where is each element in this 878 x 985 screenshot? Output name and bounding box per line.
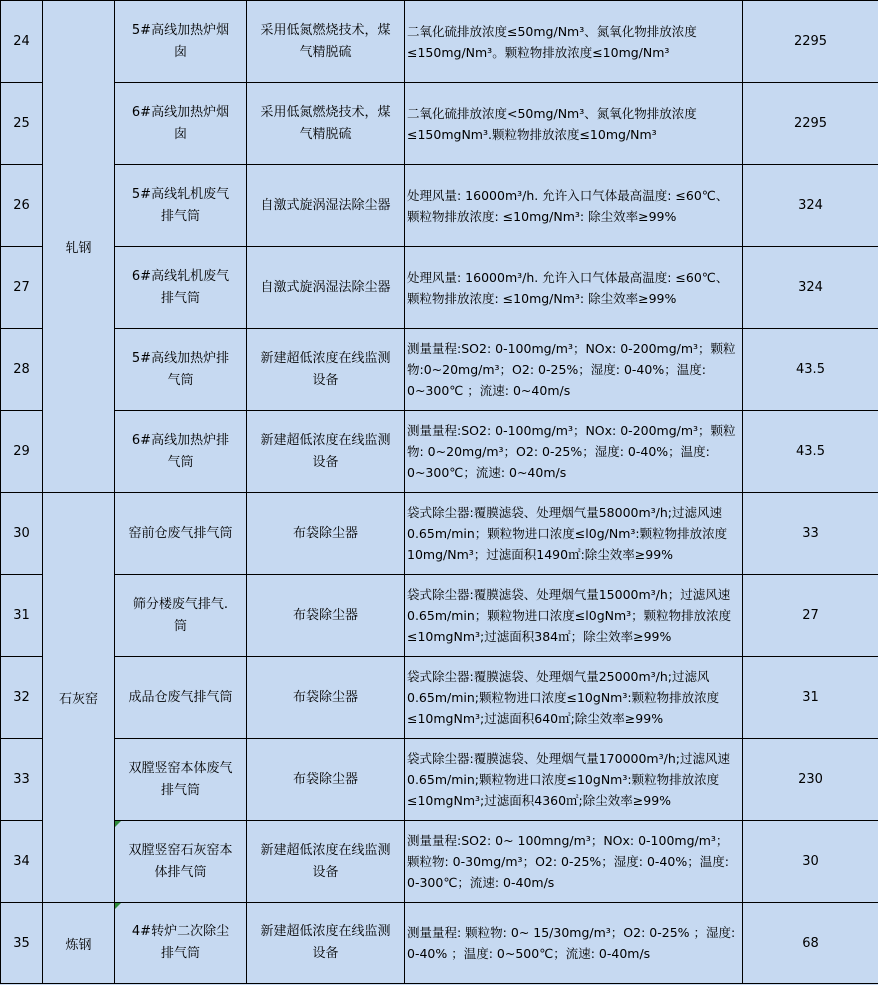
- spec-text: 测量量程: 颗粒物: 0~ 15/30mg/m³；O2: 0-25% ；湿度: 0-40% ；温度: 0~500℃；流速: 0-40m/s: [405, 903, 743, 984]
- row-number: 35: [1, 903, 43, 984]
- stack-name: 6#高线轧机废气排气筒: [115, 247, 247, 329]
- stack-name: 成品仓废气排气筒: [115, 657, 247, 739]
- row-number: 30: [1, 493, 43, 575]
- spec-text: 袋式除尘器:覆膜滤袋、处理烟气量170000m³/h;过滤风速0.65m/min;颗粒物进口浓度≤10gNm³:颗粒物排放浓度≤10mgNm³;过滤面积4360㎡;除尘效率≥99%: [405, 739, 743, 821]
- value-cell: 27: [743, 575, 878, 657]
- comment-marker-icon: [115, 903, 121, 909]
- control-measure: 新建超低浓度在线监测设备: [247, 329, 405, 411]
- value-cell: 30: [743, 821, 878, 903]
- value-cell: 2295: [743, 1, 878, 83]
- value-cell: 324: [743, 165, 878, 247]
- value-cell: 324: [743, 247, 878, 329]
- row-number: 34: [1, 821, 43, 903]
- spec-text: 袋式除尘器:覆膜滤袋、处理烟气量25000m³/h;过滤风0.65m/min;颗粒物进口浓度≤10gNm³:颗粒物排放浓度≤10mgNm³;过滤面积640㎡;除尘效率≥99%: [405, 657, 743, 739]
- stack-name: 5#高线加热炉排气筒: [115, 329, 247, 411]
- value-cell: 68: [743, 903, 878, 984]
- row-number: 32: [1, 657, 43, 739]
- spec-text: 袋式除尘器:覆膜滤袋、处理烟气量58000m³/h;过滤风速0.65m/min；颗粒物进口浓度≤l0g/Nm³:颗粒物排放浓度10mg/Nm³；过滤面积1490㎡:除尘效率≥99%: [405, 493, 743, 575]
- row-number: 28: [1, 329, 43, 411]
- control-measure: 自激式旋涡湿法除尘器: [247, 247, 405, 329]
- table-row: [1, 575, 878, 657]
- row-number: 33: [1, 739, 43, 821]
- stack-name: 5#高线轧机废气排气筒: [115, 165, 247, 247]
- table-row: [1, 165, 878, 247]
- control-measure: 布袋除尘器: [247, 657, 405, 739]
- spec-text: 袋式除尘器:覆膜滤袋、处理烟气量15000m³/h；过滤风速0.65m/min；颗粒物进口浓度≤l0gNm³；颗粒物排放浓度≤10mgNm³;过滤面积384㎡；除尘效率≥99%: [405, 575, 743, 657]
- table-row: [1, 657, 878, 739]
- value-cell: 33: [743, 493, 878, 575]
- control-measure: 布袋除尘器: [247, 493, 405, 575]
- table-row: [1, 83, 878, 165]
- spec-text: 测量量程:SO2: 0~ 100mng/m³；NOx: 0-100mg/m³；颗粒物: 0-30mg/m³；O2: 0-25%；湿度: 0-40%；温度: 0-300℃；流速: 0-40m/s: [405, 821, 743, 903]
- spec-text: 二氧化硫排放浓度≤50mg/Nm³、氮氧化物排放浓度≤150mg/Nm³。颗粒物排放浓度≤10mg/Nm³: [405, 1, 743, 83]
- stack-name-cell: [115, 903, 247, 984]
- comment-marker-icon: [115, 821, 121, 827]
- table-row: [1, 411, 878, 493]
- stack-name: 5#高线加热炉烟囱: [115, 1, 247, 83]
- spec-text: 处理风量: 16000m³/h. 允许入口气体最高温度: ≤60℃、颗粒物排放浓度: ≤10mg/Nm³: 除尘效率≥99%: [405, 165, 743, 247]
- table-row: [1, 247, 878, 329]
- value-cell: 230: [743, 739, 878, 821]
- table-row: [1, 739, 878, 821]
- value-cell: 43.5: [743, 411, 878, 493]
- stack-name: 4#转炉二次除尘排气筒: [131, 924, 230, 961]
- table-row: [1, 1, 878, 83]
- row-number: 31: [1, 575, 43, 657]
- table-row: [1, 329, 878, 411]
- spec-text: 二氧化硫排放浓度<50mg/Nm³、氮氧化物排放浓度≤150mgNm³.颗粒物排放浓度≤10mg/Nm³: [405, 83, 743, 165]
- row-number: 29: [1, 411, 43, 493]
- table-row: [1, 493, 878, 575]
- process-steelmaking: 炼钢: [43, 903, 115, 984]
- control-measure: 新建超低浓度在线监测设备: [247, 411, 405, 493]
- spec-text: 处理风量: 16000m³/h. 允许入口气体最高温度: ≤60℃、颗粒物排放浓度: ≤10mg/Nm³: 除尘效率≥99%: [405, 247, 743, 329]
- value-cell: 31: [743, 657, 878, 739]
- table-row: [1, 821, 878, 903]
- spec-text: 测量量程:SO2: 0-100mg/m³；NOx: 0-200mg/m³；颗粒物: 0~20mg/m³；O2: 0-25%；湿度: 0-40%；温度: 0~300℃；流速: 0~40m/s: [405, 411, 743, 493]
- control-measure: 采用低氮燃烧技术，煤气精脱硫: [247, 83, 405, 165]
- control-measure: 布袋除尘器: [247, 739, 405, 821]
- value-cell: 43.5: [743, 329, 878, 411]
- spec-text: 测量量程:SO2: 0-100mg/m³；NOx: 0-200mg/m³；颗粒物:0~20mg/m³；O2: 0-25%；湿度: 0-40%；温度: 0~300℃ ；流速: 0~40m/s: [405, 329, 743, 411]
- table-row: [1, 903, 878, 984]
- control-measure: 新建超低浓度在线监测设备: [247, 903, 405, 984]
- stack-name: 窑前仓废气排气筒: [115, 493, 247, 575]
- process-lime-kiln: 石灰窑: [43, 493, 115, 903]
- row-number: 27: [1, 247, 43, 329]
- stack-name: 双膛竖窑本体废气排气筒: [115, 739, 247, 821]
- row-number: 26: [1, 165, 43, 247]
- control-measure: 自激式旋涡湿法除尘器: [247, 165, 405, 247]
- row-number: 24: [1, 1, 43, 83]
- stack-name: 双膛竖窑石灰窑本体排气筒: [128, 842, 233, 880]
- control-measure: 新建超低浓度在线监测设备: [247, 821, 405, 903]
- control-measure: 布袋除尘器: [247, 575, 405, 657]
- stack-name-cell: [115, 821, 247, 903]
- value-cell: 2295: [743, 83, 878, 165]
- stack-name: 筛分楼废气排气.筒: [115, 575, 247, 657]
- stack-name: 6#高线加热炉烟囱: [115, 83, 247, 165]
- row-number: 25: [1, 83, 43, 165]
- control-measure: 采用低氮燃烧技术，煤气精脱硫: [247, 1, 405, 83]
- process-rolling: 轧钢: [43, 1, 115, 493]
- stack-name: 6#高线加热炉排气筒: [115, 411, 247, 493]
